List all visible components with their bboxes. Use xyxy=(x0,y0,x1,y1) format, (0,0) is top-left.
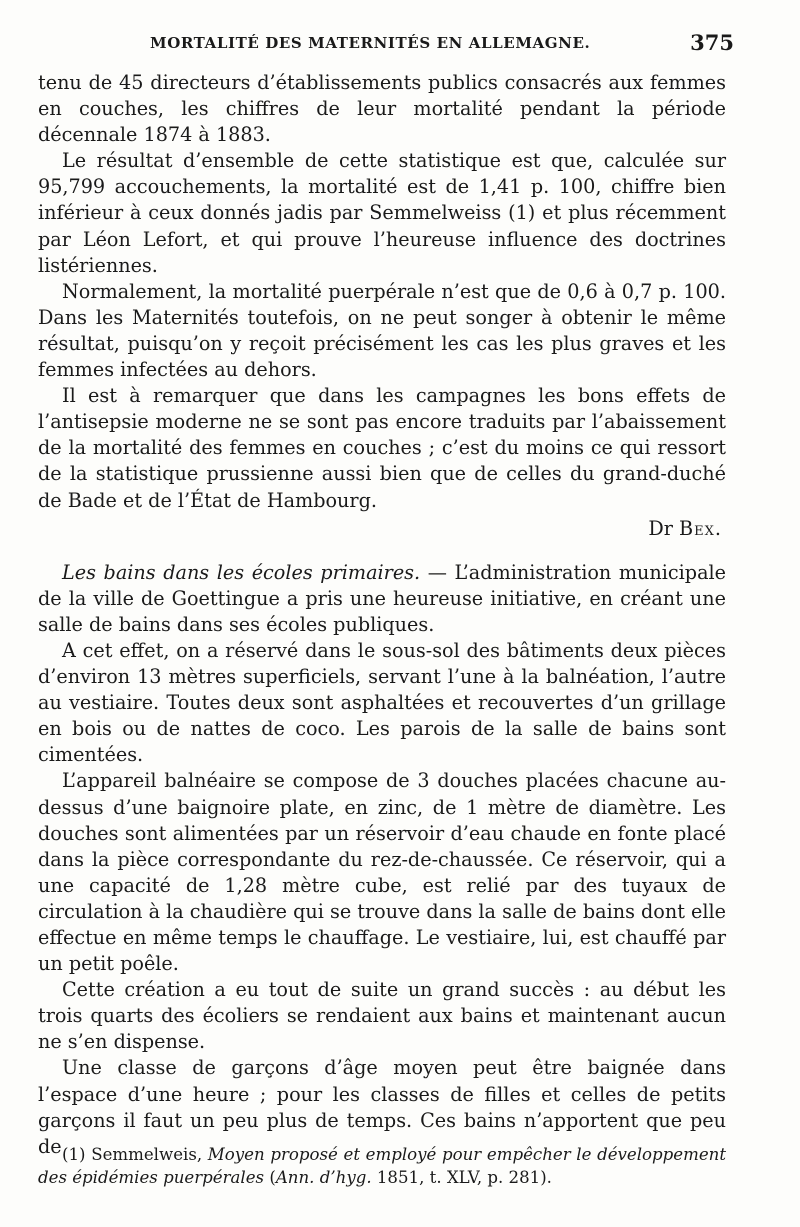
signature-name: Bex. xyxy=(679,516,722,540)
footnote-source-open: ( xyxy=(269,1168,276,1187)
signature-prefix: Dr xyxy=(648,516,673,540)
author-signature xyxy=(38,516,726,542)
paragraph-class-timing: Une classe de garçons d’âge moyen peut être baignée dans l’espace d’une heure ; pour les classes de filles et celles de petits garçons il faut un peu plus de temps. Ces bains n’apportent que peu de xyxy=(38,1056,726,1158)
footnote-marker: (1) xyxy=(62,1145,86,1164)
paragraph-statistics-result: Le résultat d’ensemble de cette statistique est que, calculée sur 95,799 accouchements, la mortalité est de 1,41 p. 100, chiffre bien inférieur à ceux donnés jadis par Semmelweiss (1) et plus récemment par Léon Lefort, et qui prouve l’heureuse influence des doctrines listériennes. xyxy=(38,149,726,277)
paragraph-apparatus: L’appareil balnéaire se compose de 3 douches placées chacune au-dessus d’une baignoire plate, en zinc, de 1 mètre de diamètre. Les douches sont alimentées par un réservoir d’eau chaude en fonte placé dans la pièce correspondante du rez-de-chaussée. Ce réservoir, qui a une capacité de 1,28 mètre cube, est relié par des tuyaux de circulation à la chaudière qui se trouve dans la salle de bains dont elle effectue en même temps le chauffage. Le vestiaire, lui, est chauffé par un petit poêle. xyxy=(38,769,726,976)
running-title: MORTALITÉ DES MATERNITÉS EN ALLEMAGNE. xyxy=(150,34,591,52)
footnote-author: Semmelweis, xyxy=(91,1145,203,1164)
footnotes xyxy=(38,1143,726,1189)
section-title: Les bains dans les écoles primaires. xyxy=(62,560,421,584)
footnote-title: Moyen proposé et employé pour empêcher le développement des épidémies puerpérales xyxy=(38,1145,727,1187)
running-head xyxy=(120,30,734,58)
paragraph-countryside: Il est à remarquer que dans les campagnes les bons effets de l’antisepsie moderne ne se sont pas encore traduits par l’abaissement de la mortalité des femmes en couches ; c’est du moins ce qui ressort de la statistique prussienne aussi bien que de celles du grand-duché de Bade et de l’État de Hambourg. xyxy=(38,384,726,512)
paragraph-school-baths-intro xyxy=(38,560,726,638)
footnote-journal: Ann. d’hyg. xyxy=(275,1168,372,1187)
body-text xyxy=(38,70,726,1160)
section-intro-text: — L’administration municipale de la ville de Goettingue a pris une heureuse initiative, en créant une salle de bains dans ses écoles publiques. xyxy=(38,560,727,636)
section-gap xyxy=(38,542,726,560)
paragraph-rooms: A cet effet, on a réservé dans le sous-sol des bâtiments deux pièces d’environ 13 mètres superficiels, servant l’une à la balnéation, l’autre au vestiaire. Toutes deux sont asphaltées et recouvertes d’un grillage en bois ou de nattes de coco. Les parois de la salle de bains sont cimentées. xyxy=(38,638,726,767)
footnote-1 xyxy=(38,1143,726,1189)
footnote-details: 1851, t. XLV, p. 281). xyxy=(376,1168,552,1187)
page-number: 375 xyxy=(690,30,734,55)
paragraph-normal-mortality: Normalement, la mortalité puerpérale n’est que de 0,6 à 0,7 p. 100. Dans les Maternités toutefois, on ne peut songer à obtenir le même résultat, puisqu’on y reçoit précisément les cas les plus graves et les femmes infectées au dehors. xyxy=(38,279,726,382)
paragraph-continuation: tenu de 45 directeurs d’établissements publics consacrés aux femmes en couches, les chiffres de leur mortalité pendant la période décennale 1874 à 1883. xyxy=(38,71,726,147)
paragraph-success: Cette création a eu tout de suite un grand succès : au début les trois quarts des écoliers se rendaient aux bains et maintenant aucun ne s’en dispense. xyxy=(38,978,726,1054)
